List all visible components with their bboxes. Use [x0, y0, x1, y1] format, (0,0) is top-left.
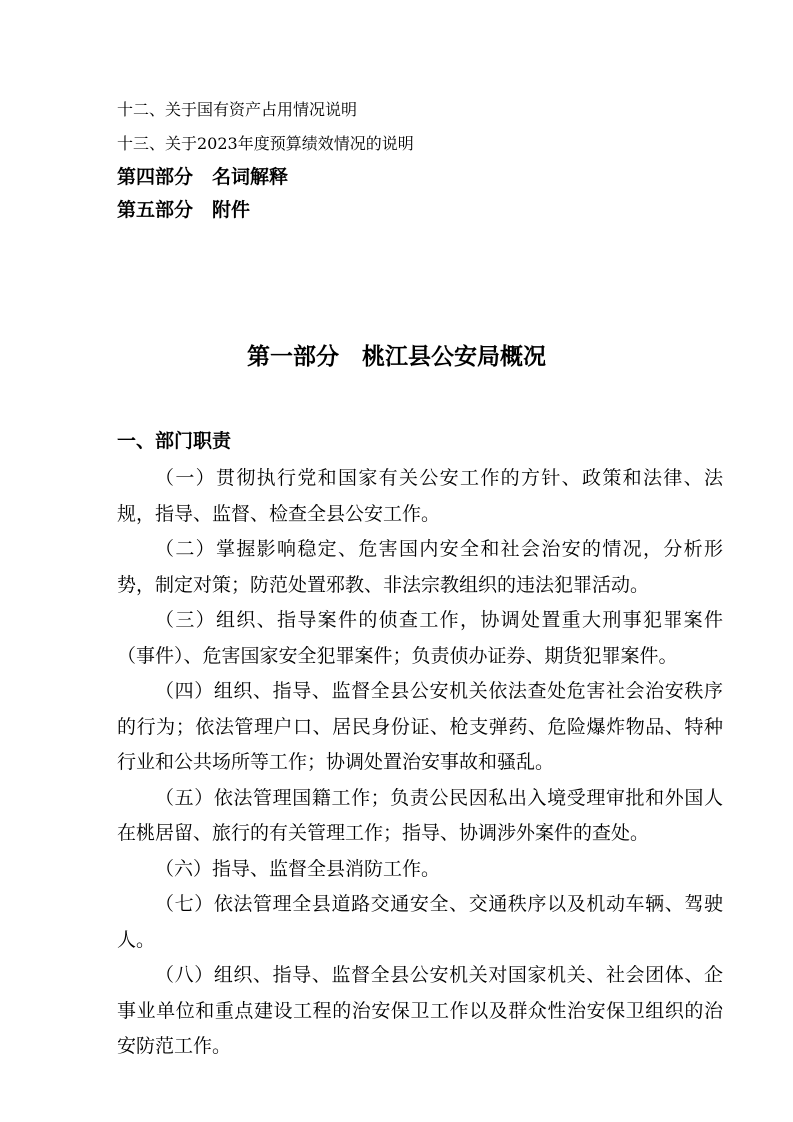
duty-paragraph-3: （三）组织、指导案件的侦查工作，协调处置重大刑事犯罪案件（事件）、危害国家安全犯罪案件；负责侦办证券、期货犯罪案件。: [117, 609, 723, 667]
section-heading-duties: 一、部门职责: [117, 430, 232, 452]
duty-paragraph-7: （七）依法管理全县道路交通安全、交通秩序以及机动车辆、驾驶人。: [117, 893, 723, 951]
duty-paragraph-2: （二）掌握影响稳定、危害国内安全和社会治安的情况，分析形势，制定对策；防范处置邪教、非法宗教组织的违法犯罪活动。: [117, 538, 723, 596]
toc-item-12: 十二、关于国有资产占用情况说明: [117, 100, 358, 119]
duty-paragraph-4: （四）组织、指导、监督全县公安机关依法查处危害社会治安秩序的行为；依法管理户口、居民身份证、枪支弹药、危险爆炸物品、特种行业和公共场所等工作；协调处置治安事故和骚乱。: [117, 680, 723, 773]
toc-part-5: 第五部分 附件: [117, 199, 251, 221]
duties-body: [117, 461, 723, 1065]
duty-paragraph-5: （五）依法管理国籍工作；负责公民因私出入境受理审批和外国人在桃居留、旅行的有关管理工作；指导、协调涉外案件的查处。: [117, 786, 723, 844]
duty-paragraph-6: （六）指导、监督全县消防工作。: [155, 857, 441, 880]
part-one-title: 第一部分 桃江县公安局概况: [247, 344, 546, 370]
duty-paragraph-1: （一）贯彻执行党和国家有关公安工作的方针、政策和法律、法规，指导、监督、检查全县公安工作。: [117, 467, 723, 525]
toc-part-4: 第四部分 名词解释: [117, 166, 289, 188]
toc-item-13: 十三、关于2023年度预算绩效情况的说明: [117, 134, 414, 153]
duty-paragraph-8: （八）组织、指导、监督全县公安机关对国家机关、社会团体、企事业单位和重点建设工程的治安保卫工作以及群众性治安保卫组织的治安防范工作。: [117, 964, 723, 1057]
